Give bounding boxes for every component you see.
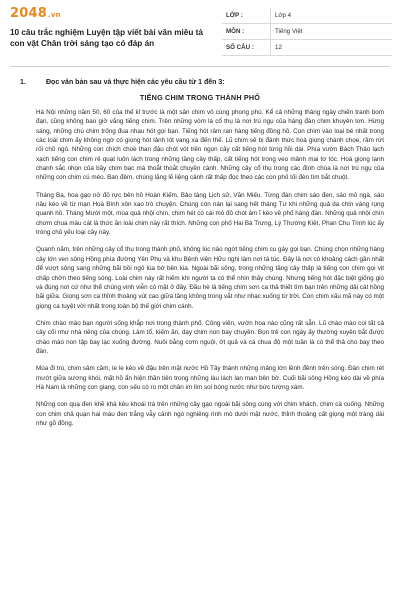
question-number: 1. — [20, 79, 26, 86]
meta-row-count — [222, 40, 392, 56]
passage-paragraph: Tháng Ba, hoa gạo nở đỏ rực bên hồ Hoàn Kiếm, Bảo tàng Lịch sử, Văn Miếu. Từng đàn chim sáo đen, sáo mỏ ngà, sáo nâu kéo về từ mạn Hoà Bình xôn xao trò chuyện. Chúng còn nán lại sang hết tháng Tư khi những quả da chín vàng rụng quanh hồ. Tháng Mười một, mùa quả nhội chín, chim hét có cái mỏ đỏ chót âm ĩ kéo về phố hàng đàn. Những quả nhội chín chơm chua màu cát là thức ăn loài chim này rất thích. Những con phố Hai Bà Trưng, Lý Thường Kiệt, Phan Chu Trinh lúc ấy tròng chủ yếu loại cây này. — [36, 191, 384, 237]
question-prompt: Đọc văn bản sau và thực hiện các yêu cầu từ 1 đến 3: — [46, 79, 225, 86]
header-divider — [10, 66, 390, 67]
passage-paragraph: Những con quạ đen khề khà kêu khoái trá trên những cây gạo ngoài bãi sông cùng với chim khách, chim cà cuống. Những con chim chả quạn hai màu đen trắng vẫy cánh ngó nghiêng rình mò dưới mặt nước, thỉnh thoảng cất giọng một tràng dài như gõ đồng. — [36, 401, 384, 427]
logo-suffix: .vn — [47, 11, 61, 19]
question-content — [10, 78, 390, 436]
passage-paragraph: Hà Nội những năm 50, 60 của thế kỉ trước là một sân chim vô cùng phong phú. Kể cả những tháng ngày chiến tranh bom đạn, cũng không bao giờ vắng tiếng chim. Trên những vòm lá cổ thụ là nơi trú ngụ của hàng đàn chim khuyên lơn. Hừng sáng, những chú chim trống đua nhau hót gọi bạn. Tiếng hót râm ran hàng tiếng đồng hồ. Con chim vào loại bé nhất trong các loài chim ấy không ngờ có giọng hót lảnh lót vang xa đến thế. Lũ chim sẻ bị đánh thức hoà giọng chành chọe, rầm rứt rối chồ ngủ. Những con chích choè than đậu chót vót trên ngọn cây cất tiếng hót từng hồi dài. Phía vườn Bách Thảo lạch xạch tiếng con chim rẻ quạt luôn lách trong những tầng cây thấp, cất tiếng hót trong veo mảnh mai tơ tóc. Hoà giọng lanh chanh sắc nhọn của bầy chim bạc má thoắt thoắt chuyền cành. Những cây cổ thụ trong các đình chùa là nơi trú ngụ của những con chim cú mèo. Ban đêm, chúng lặng lẽ liệng cánh rất thấp đọc theo các con phố tối đèn tìm bắt chuột. — [36, 109, 384, 182]
page-header — [0, 0, 400, 62]
meta-value: Tiếng Việt — [271, 24, 393, 40]
passage-paragraph: Chim chào mào bạn người sống khắp nơi trong thành phố. Công viên, vườn hoa nào cũng rất sẵn. Lũ chào mào coi tất cả cây cối như nhà riêng của chúng. Làm tổ, kiếm ăn, dạy chim non bay chuyền. Bọn trẻ con ngày ấy thường xuyên bắt được chào mào non tập bay lạc xuống đường. Nuôi bằng cơm nguội, ớt quả và cá chua độ một tuần là có thể thả cho bay theo đàn. — [36, 319, 384, 355]
passage-title: TIẾNG CHIM TRONG THÀNH PHỐ — [139, 93, 261, 102]
question-1 — [10, 78, 390, 88]
passage-paragraph: Mùa đi trú, chim sâm cầm, le le kéo về đậu trên mặt nước Hồ Tây thành những mảng lớn lềnh đềnh trên sóng. Đàn chim rét mướt giữa sương khói, mặt hồ ẩn hiện thần tiên trong những làu lách lan man bên bờ. Cuối bãi sông Hồng kéo dài về phía Hà Nam là những con giang, con sếu cò ro một chân im lìm soi bóng nước như bức tượng xám. — [36, 365, 384, 391]
passage-paragraph: Quanh năm, trên những cây cổ thụ trong thành phố, không lúc nào ngớt tiếng chim cu gáy gọi bạn. Chúng chọn những hàng cây lớn ven sông Hồng phía đường Yên Phụ và khu Bệnh viện Hữu nghị làm nơi tá túc. Đây là nơi có khoảng cách gần nhất để vượt sông sang những bãi bồi ngô lúa bờ bên kia. Ngoài bãi sông, trong những tầng cây thấp là tiếng con chim gọi vịt chấp chờn theo tiếng sóng. Loài chim này rất hiếm khi người ta có thể nhìn thấy chúng. Nhưng tiếng hót đặc biệt giống gió và đúng nơi cứ như thể chúng vinh viễn có mặt ở đây. Đầu hè là tiếng chim sơn ca thả thiết tìm bạn trên những dải cát hồng bãi giữa. Giọng sơn ca thỉnh thoảng vút cao giữa tầng không trong vắt như nhạc xuống từ trời. Con chim xấu mã này có một giọng ca tuyệt vời nhất trong toàn bộ thế giới chim cánh. — [36, 246, 384, 310]
meta-row-grade — [222, 8, 392, 24]
meta-row-subject — [222, 24, 392, 40]
meta-label: LỚP : — [222, 8, 271, 24]
meta-value: Lớp 4 — [271, 8, 393, 24]
logo-text: 2048 — [10, 6, 47, 21]
site-logo[interactable] — [10, 6, 61, 21]
meta-label: MÔN : — [222, 24, 271, 40]
meta-table — [222, 8, 392, 56]
meta-value: 12 — [271, 40, 393, 56]
document-title: 10 câu trắc nghiệm Luyện tập viết bài văn miêu tả con vật Chân trời sáng tạo có đáp án — [10, 28, 203, 48]
meta-label: SỐ CÂU : — [222, 40, 271, 56]
